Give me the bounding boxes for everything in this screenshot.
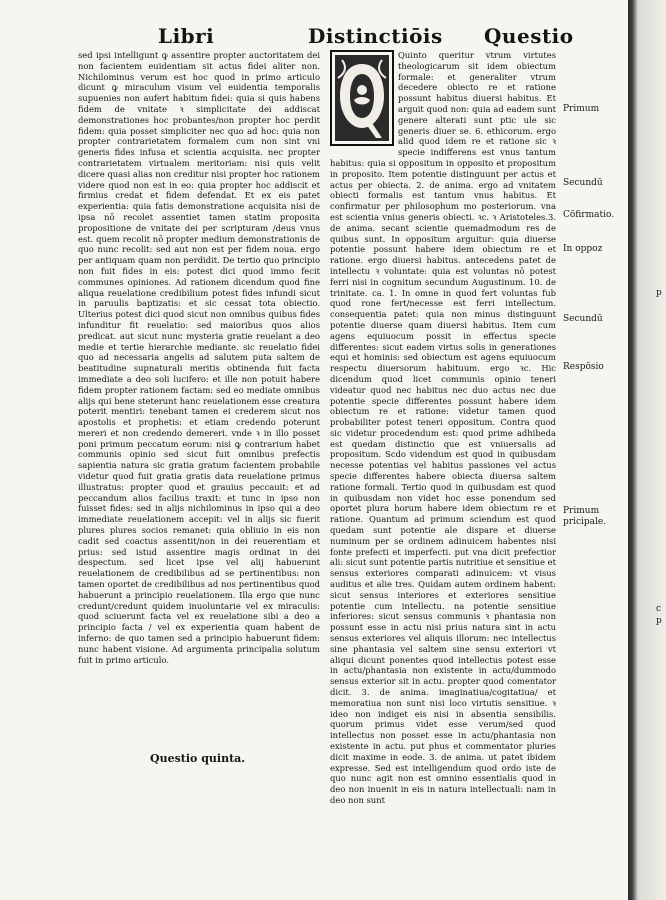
facing-page-edge bbox=[628, 0, 666, 900]
margin-note-responsio: Respōsio bbox=[563, 362, 604, 372]
margin-note-secundum-2: Secundū bbox=[563, 314, 603, 324]
margin-note-primum-principale: Primum pricipale. bbox=[563, 506, 607, 527]
margin-note-secundum: Secundū bbox=[563, 178, 603, 188]
section-title: Questio quinta. bbox=[150, 752, 246, 765]
running-head-center: Distinctiōis bbox=[308, 24, 443, 48]
right-text-column bbox=[330, 50, 556, 860]
gutter-fragment-1: p bbox=[656, 288, 662, 298]
left-text-column bbox=[78, 50, 320, 750]
margin-note-primum: Primum bbox=[563, 104, 600, 114]
gutter-fragment-3: p bbox=[656, 616, 662, 626]
running-head-right: Questio bbox=[484, 24, 574, 48]
margin-note-in-oppositum: In oppoz bbox=[563, 244, 603, 254]
decorated-initial-q-icon bbox=[330, 50, 394, 146]
gutter-fragment-2: c bbox=[656, 604, 662, 614]
margin-note-confirmatio: Cōfirmatio. bbox=[563, 210, 615, 220]
left-column-text: sed ipsi intelligunt ꝙ assentire propter auctoritatem dei non facientem euidentiam sit actus fidei aliter non. Nichilominus verum est hoc quod in primo articulo dicunt ꝙ miraculum visum vel euidentia temporalis supuenies non aufert habitum fidei: quia si quis habens fidem de vnitate ꝛ simplicitate dei addiscat demonstrationes hoc probantes/non propter hoc perdit fidem: quia posset simpliciter nec quo ad hoc: quia non propter contrarietatem formalem cum non sint vni generis fides infusa et scientia acquisita. nec propter contrarietatem virtualem meritoriam: nisi quis velit dicere quasi alias non creditur nisi propter hoc rationem videre quod non est in eo: quia propter hoc addiscit et firmius credat et fidem defendat. Et ex eis patet experientia: quia fatis demonstratione acquisita nisi de ipsa nō recolet assentiet tamen statim proposita propositione de vnitate dei per scripturam /deus vnus est. quem recolit nō propter medium demonstrationis de quo nunc recolit: sed aut non est per fidem noua. ergo per antiquam quam non perdidit. De tertio quo principio non fuit fides in eis: potest dici quod immo fecit communes opiniones. Ad rationem dicendum quod fine aliqua reuelatione credibilium potest fides infundi sicut in paruulis baptizatis: et sic cessat tota obiectio. Ulterius potest dici quod sicut non omnibus quibus fides infunditur fit reuelatio: sed maioribus quos alios predicat. aut sicut nunc mysteria gratie reuelant a deo medie et tertie hierarchie mediante. sic reuelatio fidei quo ad necessaria angelis ad salutem puta saltem de beatitudine supnaturali meritis obtinenda fuit facta immediate a deo soli lucifero: et ille non potuit habere fidem propter rationem factam: sed eo mediate omnibus alijs qui bene steterunt hanc reuelationem esse creatura poterit mentiri: tenebant tamen ei crederem sicut nos apostolis et prophetis: et etiam credendo poterunt mereri et non credendo demereri. vnde ꝛ in illo posset poni primum peccatum eorum: nisi ꝙ contrarium habet communis opinio sed sicut fuit omnibus prefectis sapientia natura sic gratia gratum facientem probabile videtur quod fuit gratia gratis data reuelatione primus illustratus: propter quod et grauius peccauit: et ad peccandum alios facilius traxit: et tunc in ipso non fuisset fides: sed in alijs nichilominus in ipso qui a deo immediate reuelationem accepit: vel in alijs sic fuerit plures plures socios remanet: quia obliuio in eis non cadit sed coactus assentit/non in dei reuerentiam et prius: sed istud assentire magis ordinat in dei despectum. sed licet ipse vel alij habuerunt reuelationem de credibilibus ad se pertinentibus: non tamen oportet de credibilibus ad nos pertinentibus quod habuerunt a principio reuelationem. Illa ergo que nunc credunt/credunt quidem inuoluntarie vel ex miraculis: quod sciuerunt facta vel ex reuelatione sibi a deo a principio facta / vel ex experientia quam habent de inferno: de quo tamen sed a principio habuerunt fidem: nunc habent visione. Ad argumenta principalia solutum fuit in primo articulo. bbox=[78, 50, 320, 665]
right-column-text: Quinto queritur vtrum virtutes theologicarum sit idem obiectum formale: et generaliter vtrum decedere obiecto re et ratione possunt habitus diuersi habitus. Et arguit quod non: quia ad eadem sunt genere alterati sunt ptic ule sic generis diuer se. 6. ethicorum. ergo alid quod idem re et ratione sic ꝛ specie indifferens est vnus tantum habitus: quia si oppositum in opposito et propositum in proposito. Item potentie distinguunt per actus et actus per obiecta. 2. de anima. ergo ad vnitatem obiecti formalis est tantum vnus habitus. Et confirmatur per philosophum mo posteriorum. vna est scientia vnius generis obiecti. ꝛc. ꝛ Aristoteles.3. de anima. secant scientie quemadmodum res de quibus sunt. In oppositum arguitur: quia diuerse potentie possunt habere idem obiectum re et ratione. ergo diuersi habitus. antecedens patet de intellectu ꝛ voluntate: quia est voluntas nō potest ferri nisi in cognitum secundum Augustinum. 10. de trinitate. ca. 1. In omne in quod fert voluntas fub quod rone fert/necesse est ferri intellectum. consequentia patet: quia non minus distinguunt potentie diuerse quam diuersi habitus. Item cum agens equiuocum possit in effectus specie differentes: sicut eadem virtus solis in generationes equi et hominis: sed obiectum est agens equiuocum respectu diuersorum habituum. ergo ꝛc. Hic dicendum quod licet communis opinio teneri videatur quod nec habitus nec duo actus nec due potentie specie differentes possunt habere idem obiectum re et ratione: videtur tamen quod probabiliter potest teneri oppositum. Contra quod sic videtur procedendum est: quod prime adhibeda est quedam distinctio que est vniuersalis ad propositum. Scdo videndum est quod in quibusdam necesse potentias vel habitus passiones vel actus specie differentes habere obiecta diuersa saltem ratione formali. Tertio quod in quibusdam est quod in quibusdam non videt hoc esse ponendum sed oportet plura horum habere idem obiectum re et ratione. Quantum ad primum sciendum est quod quedam sunt potentie ale dispare et diuerse numinum per se ordinem adinuicem habentes nisi fonte prefecti et imperfecti. put vna dicit prefectior ali: sicut sunt potentie partis nutritiue et sensitiue et sensus exteriores comparati adinuicem: vt visus auditus et alie tres. Quidam autem ordinem habent: sicut sensus interiores et exteriores sensitiue potentie cum intellectu. na potentie sensitiue inferiores: sicut sensus communis ꝛ phantasia non possunt esse in actu nisi prius natura sint in actu sensus exteriores vel aliquis illorum: nec intellectus sine phantasia vel saltem sine sensu exteriori vt aliqui dicunt ponentes quod intellectus potest esse in actu/phantasia non existente in actu/dummodo sensus exterior sit in actu. propter quod comentator dicit. 3. de anima. imaginatiua/cogitatiua/ et memoratiua non sunt nisi loco virtutis sensitiue. ꝛ ideo non indiget eis nisi in absentia sensibilis. quorum primus videt esse verum/sed quod intellectus non posset esse in actu/phantasia non existente in actu. put phus et commentator pluries dicit maxime in eode. 3. de anima. ut patet ibidem expresse. Sed est intelligendum quod ordo iste de quo nunc agit non est omnino essentialis quod in deo non inuenit in eis in natura intellectuali: nam in deo non sunt bbox=[330, 50, 556, 805]
running-head-left: Libri bbox=[158, 24, 215, 48]
